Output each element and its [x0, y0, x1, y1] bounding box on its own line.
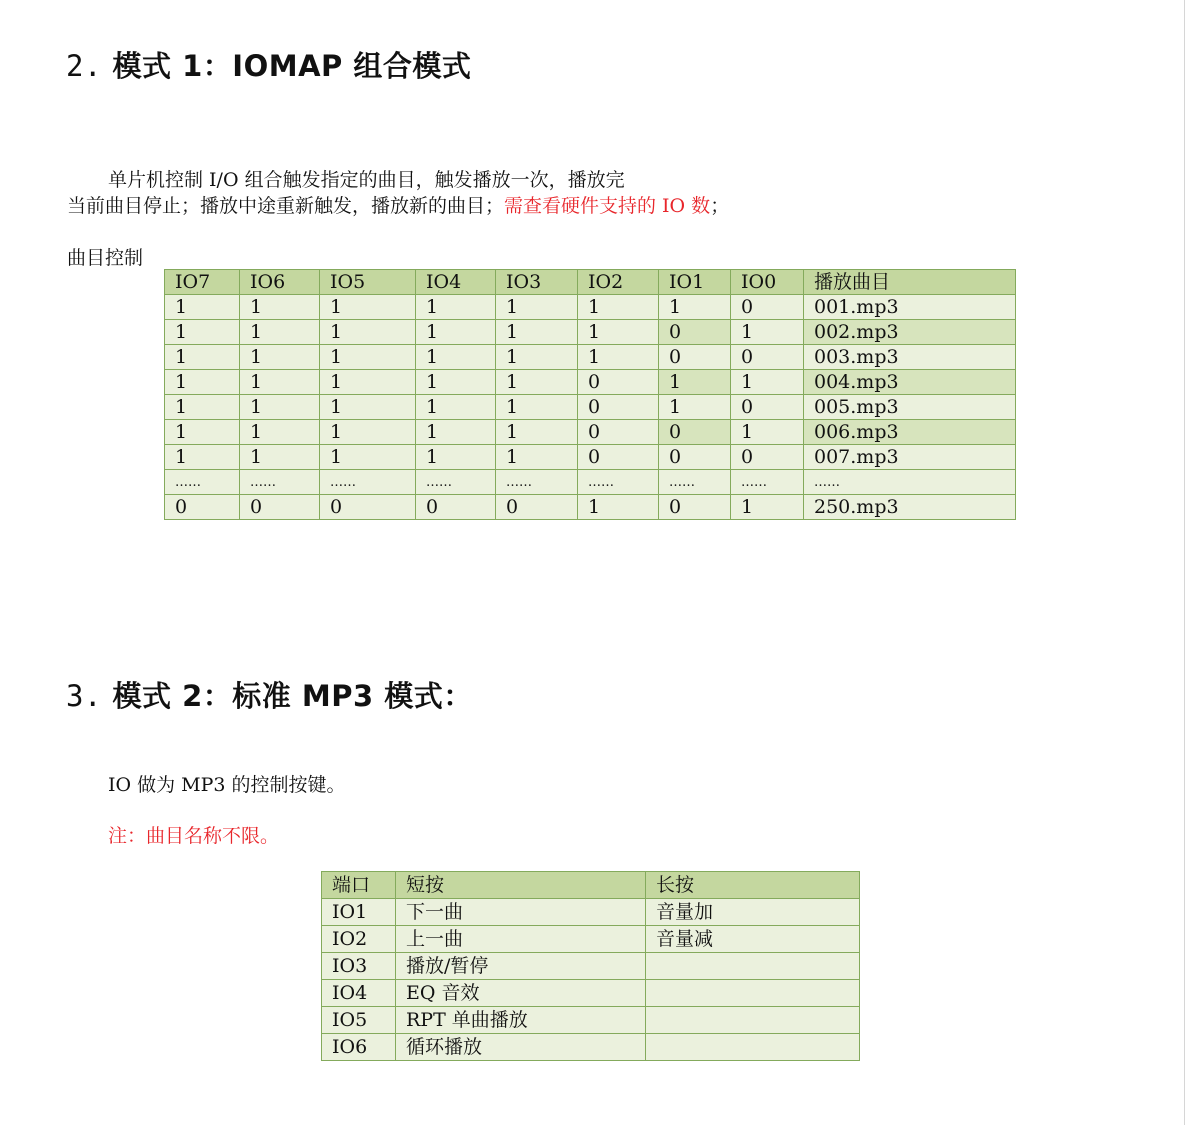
track-table-cell: …… [804, 470, 1016, 495]
key-table-row [322, 980, 860, 1007]
track-table-cell: 1 [165, 320, 240, 345]
track-header-cell: IO7 [165, 270, 240, 295]
track-table-row [165, 470, 1016, 495]
key-table-cell: RPT 单曲播放 [396, 1007, 646, 1034]
track-table-cell: 1 [165, 420, 240, 445]
track-table-cell: 1 [496, 445, 578, 470]
section2-desc-line2-black: 当前曲目停止；播放中途重新触发，播放新的曲目； [67, 195, 505, 217]
track-table-cell: 250.mp3 [804, 495, 1016, 520]
track-table-cell: 1 [496, 395, 578, 420]
track-table-cell: 1 [416, 345, 496, 370]
track-table-cell: 1 [578, 345, 659, 370]
track-table-cell: 005.mp3 [804, 395, 1016, 420]
key-table-cell [646, 1007, 860, 1034]
track-table-cell: 1 [320, 295, 416, 320]
track-table-cell: …… [578, 470, 659, 495]
section2-heading [66, 44, 471, 85]
track-table-cell: 1 [659, 370, 731, 395]
track-table-cell: 1 [240, 370, 320, 395]
track-table-cell: 1 [416, 295, 496, 320]
section2-desc-line2 [67, 191, 729, 218]
track-table-cell: 0 [659, 445, 731, 470]
track-header-cell: IO4 [416, 270, 496, 295]
key-table-cell: IO2 [322, 926, 396, 953]
key-table-cell: IO3 [322, 953, 396, 980]
track-table-cell: 007.mp3 [804, 445, 1016, 470]
track-table-cell: 0 [659, 420, 731, 445]
track-table-cell: 1 [240, 345, 320, 370]
track-header-cell: IO6 [240, 270, 320, 295]
key-table-cell: IO1 [322, 899, 396, 926]
track-table-cell: 1 [416, 370, 496, 395]
track-table-cell: 003.mp3 [804, 345, 1016, 370]
track-table-cell: 1 [731, 420, 804, 445]
section3-heading [66, 674, 473, 715]
track-header-row [165, 270, 1016, 295]
track-table-cell: 1 [320, 420, 416, 445]
track-table-cell: 0 [731, 345, 804, 370]
track-table-cell: 004.mp3 [804, 370, 1016, 395]
track-table-cell: …… [416, 470, 496, 495]
track-table-cell: 0 [731, 445, 804, 470]
track-table-cell: 1 [240, 395, 320, 420]
key-table-row [322, 899, 860, 926]
track-table-caption: 曲目控制 [67, 247, 144, 269]
track-table-cell: …… [240, 470, 320, 495]
track-table-cell: 1 [496, 345, 578, 370]
key-table-cell: IO5 [322, 1007, 396, 1034]
key-table-cell: 音量减 [646, 926, 860, 953]
track-table-cell: 1 [416, 395, 496, 420]
track-table-cell: 002.mp3 [804, 320, 1016, 345]
track-table-cell: 1 [165, 295, 240, 320]
track-table-cell: 1 [496, 320, 578, 345]
section2-title: 模式 1：IOMAP 组合模式 [112, 49, 472, 83]
section3-note: 注：曲目名称不限。 [108, 825, 280, 847]
track-table-cell: 1 [165, 395, 240, 420]
track-table-cell: 0 [320, 495, 416, 520]
key-header-row [322, 872, 860, 899]
track-table-cell: …… [320, 470, 416, 495]
track-table-cell: 1 [731, 370, 804, 395]
section2-number: 2. [66, 49, 102, 83]
track-table-row [165, 295, 1016, 320]
track-table-cell: 1 [240, 320, 320, 345]
track-table-cell: 1 [320, 445, 416, 470]
key-table-row [322, 1034, 860, 1061]
section3-title: 模式 2：标准 MP3 模式： [112, 679, 473, 713]
key-header-cell: 短按 [396, 872, 646, 899]
key-table-row [322, 953, 860, 980]
track-table-cell: 1 [165, 370, 240, 395]
track-table-cell: 0 [578, 420, 659, 445]
track-table-row [165, 345, 1016, 370]
key-table-cell: IO4 [322, 980, 396, 1007]
track-table-cell: …… [165, 470, 240, 495]
track-control-table [164, 269, 1016, 520]
track-table-cell: 1 [240, 295, 320, 320]
track-table-row [165, 445, 1016, 470]
key-table-cell: 播放/暂停 [396, 953, 646, 980]
track-table-row [165, 370, 1016, 395]
track-table-cell: 0 [659, 495, 731, 520]
track-table-cell: 1 [496, 370, 578, 395]
track-table-cell: 1 [320, 395, 416, 420]
key-table-cell: EQ 音效 [396, 980, 646, 1007]
track-header-cell: 播放曲目 [804, 270, 1016, 295]
track-table-cell: 1 [165, 445, 240, 470]
track-table-cell: …… [659, 470, 731, 495]
track-table-cell: 1 [496, 420, 578, 445]
track-table-cell: 0 [416, 495, 496, 520]
track-table-cell: 0 [240, 495, 320, 520]
track-header-cell: IO5 [320, 270, 416, 295]
section2-desc-line1: 单片机控制 I/O 组合触发指定的曲目，触发播放一次，播放完 [108, 169, 625, 191]
track-table-row [165, 320, 1016, 345]
track-table-row [165, 420, 1016, 445]
key-table-cell: 下一曲 [396, 899, 646, 926]
key-header-cell: 长按 [646, 872, 860, 899]
key-table-cell [646, 1034, 860, 1061]
track-table-cell: 1 [240, 445, 320, 470]
track-table-cell: 1 [578, 295, 659, 320]
key-control-table [321, 871, 860, 1061]
key-table-cell: 循环播放 [396, 1034, 646, 1061]
track-table-cell: 001.mp3 [804, 295, 1016, 320]
track-table-cell: 1 [416, 320, 496, 345]
track-table-cell: 0 [578, 395, 659, 420]
section2-desc-line2-red: 需查看硬件支持的 IO 数 [504, 195, 711, 217]
track-table-cell: 0 [659, 320, 731, 345]
track-table-cell: 1 [165, 345, 240, 370]
track-table-row [165, 495, 1016, 520]
track-table-cell: 0 [496, 495, 578, 520]
track-header-cell: IO2 [578, 270, 659, 295]
track-table-cell: 1 [496, 295, 578, 320]
track-table-cell: 1 [659, 395, 731, 420]
track-table-cell: 1 [416, 420, 496, 445]
key-table-cell: 音量加 [646, 899, 860, 926]
track-table-cell: 1 [240, 420, 320, 445]
track-table-cell: 1 [578, 495, 659, 520]
track-table-cell: 1 [416, 445, 496, 470]
track-table-cell: 1 [320, 370, 416, 395]
track-header-cell: IO1 [659, 270, 731, 295]
track-table-cell: …… [731, 470, 804, 495]
track-table-cell: 1 [731, 495, 804, 520]
track-table-cell: 006.mp3 [804, 420, 1016, 445]
key-table-cell [646, 953, 860, 980]
track-table-cell: 0 [731, 395, 804, 420]
track-table-row [165, 395, 1016, 420]
key-table-cell: 上一曲 [396, 926, 646, 953]
track-header-cell: IO3 [496, 270, 578, 295]
track-table-cell: 1 [578, 320, 659, 345]
track-table-cell: 0 [578, 370, 659, 395]
track-table-cell: 0 [659, 345, 731, 370]
key-table-cell: IO6 [322, 1034, 396, 1061]
track-table-cell: 0 [731, 295, 804, 320]
section2-desc-line2-end: ； [710, 195, 730, 217]
track-table-cell: …… [496, 470, 578, 495]
track-table-cell: 0 [578, 445, 659, 470]
key-table-cell [646, 980, 860, 1007]
track-header-cell: IO0 [731, 270, 804, 295]
track-table-cell: 1 [320, 345, 416, 370]
key-table-row [322, 926, 860, 953]
track-table-cell: 1 [320, 320, 416, 345]
track-table-cell: 1 [659, 295, 731, 320]
key-header-cell: 端口 [322, 872, 396, 899]
section3-number: 3. [66, 679, 102, 713]
track-table-cell: 0 [165, 495, 240, 520]
track-table-cell: 1 [731, 320, 804, 345]
section3-desc: IO 做为 MP3 的控制按键。 [108, 774, 346, 796]
key-table-row [322, 1007, 860, 1034]
